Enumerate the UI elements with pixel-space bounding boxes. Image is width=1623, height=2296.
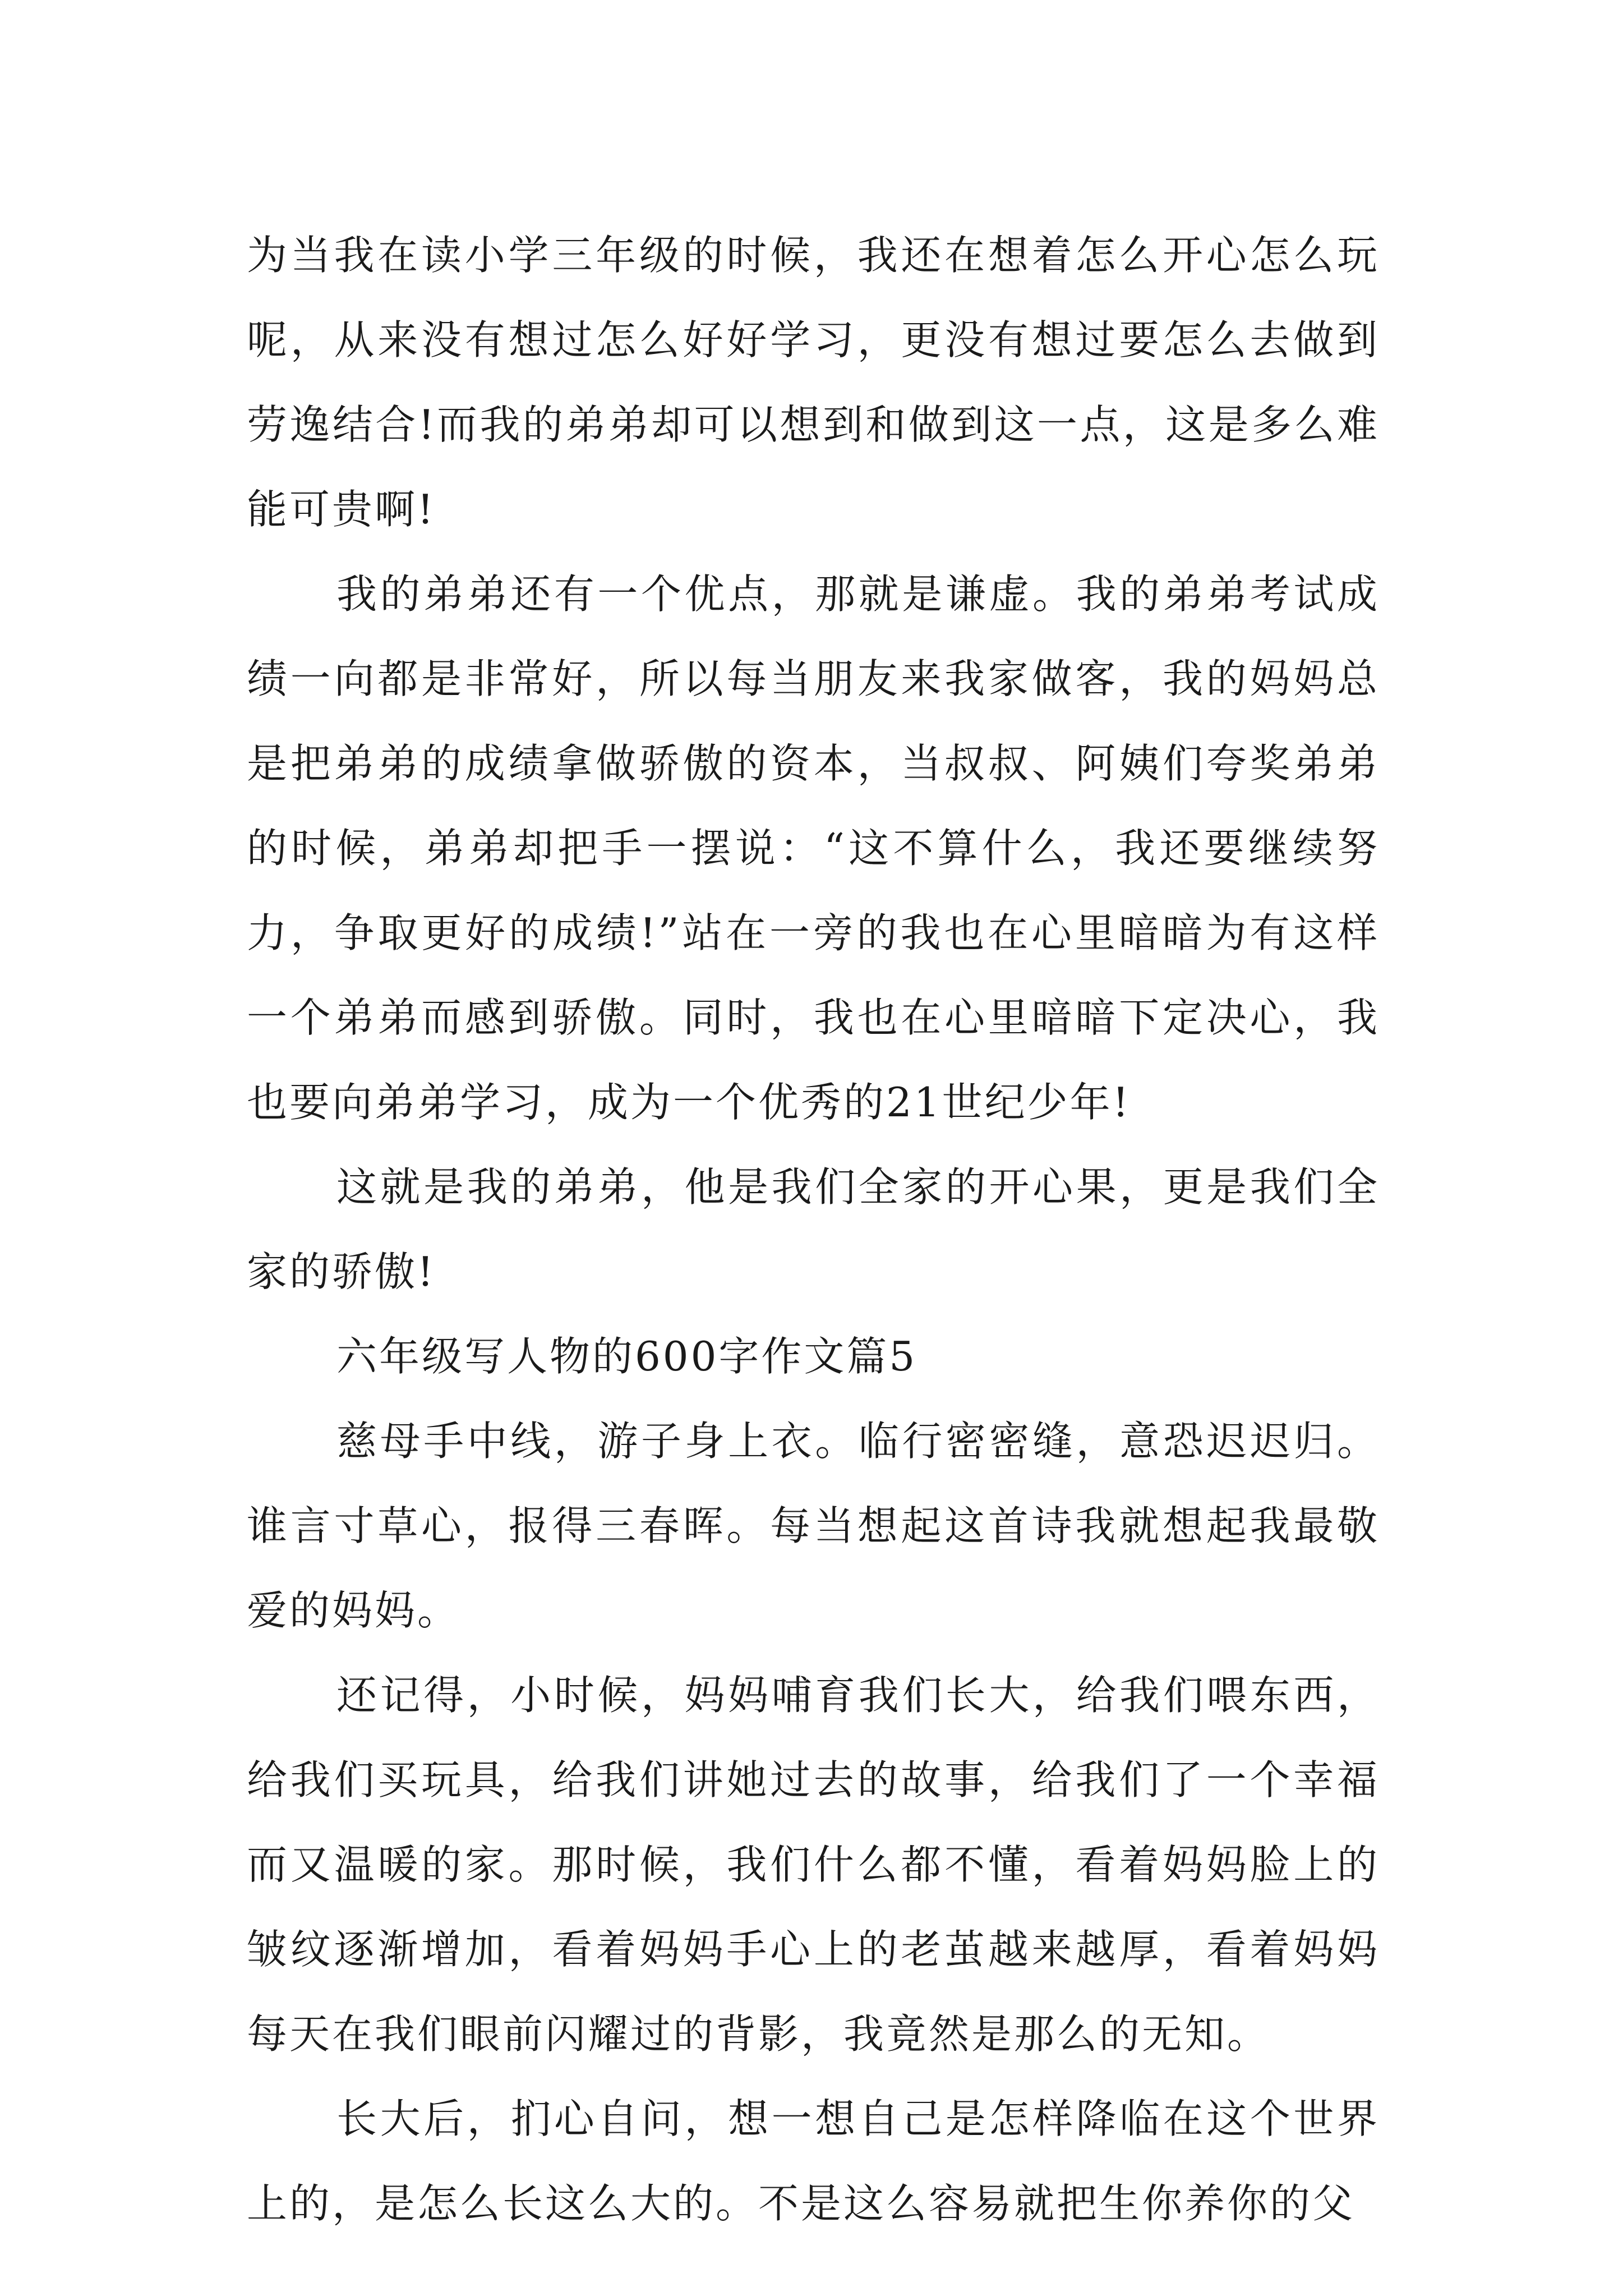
paragraph-4: 慈母手中线，游子身上衣。临行密密缝，意恐迟迟归。谁言寸草心，报得三春晖。每当想起这首诗我就想起我最敬爱的妈妈。 — [247, 1418, 1380, 1634]
section-heading: 六年级写人物的600字作文篇5 — [336, 1333, 917, 1380]
paragraph-1: 为当我在读小学三年级的时候，我还在想着怎么开心怎么玩呢，从来没有想过怎么好好学习，更没有想过要怎么去做到劳逸结合!而我的弟弟却可以想到和做到这一点，这是多么难能可贵啊! — [247, 232, 1380, 533]
document-body — [247, 213, 1380, 2246]
paragraph-2: 我的弟弟还有一个优点，那就是谦虚。我的弟弟考试成绩一向都是非常好，所以每当朋友来我家做客，我的妈妈总是把弟弟的成绩拿做骄傲的资本，当叔叔、阿姨们夸奖弟弟的时候，弟弟却把手一摆说：“这不算什么，我还要继续努力，争取更好的成绩!”站在一旁的我也在心里暗暗为有这样一个弟弟而感到骄傲。同时，我也在心里暗暗下定决心，我也要向弟弟学习，成为一个优秀的21世纪少年! — [247, 570, 1380, 1126]
paragraph-6: 长大后，扪心自问，想一想自己是怎样降临在这个世界上的，是怎么长这么大的。不是这么容易就把生你养你的父 — [247, 2095, 1380, 2227]
paragraph-5: 还记得，小时候，妈妈哺育我们长大，给我们喂东西，给我们买玩具，给我们讲她过去的故事，给我们了一个幸福而又温暖的家。那时候，我们什么都不懂，看着妈妈脸上的皱纹逐渐增加，看着妈妈手心上的老茧越来越厚，看着妈妈每天在我们眼前闪耀过的背影，我竟然是那么的无知。 — [247, 1672, 1380, 2058]
paragraph-3: 这就是我的弟弟，他是我们全家的开心果，更是我们全家的骄傲! — [247, 1163, 1380, 1295]
